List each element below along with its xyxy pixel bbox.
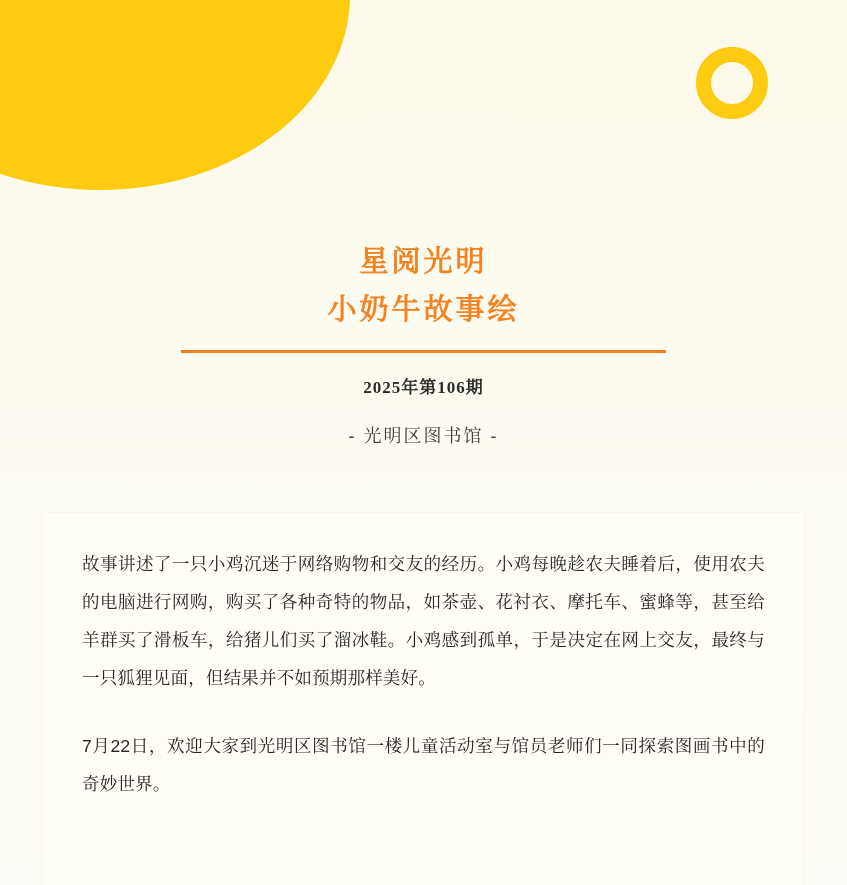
content-card-body (43, 513, 804, 803)
content-paragraph-2: 7月22日，欢迎大家到光明区图书馆一楼儿童活动室与馆员老师们一同探索图画书中的奇妙世界。 (82, 736, 765, 794)
content-paragraph-1: 故事讲述了一只小鸡沉迷于网络购物和交友的经历。小鸡每晚趁农夫睡着后，使用农夫的电脑进行网购，购买了各种奇特的物品，如茶壶、花衬衣、摩托车、蜜蜂等，甚至给羊群买了滑板车，给猪儿们买了溜冰鞋。小鸡感到孤单，于是决定在网上交友，最终与一只狐狸见面，但结果并不如预期那样美好。 (82, 554, 765, 688)
poster-header (0, 240, 847, 448)
title-divider (181, 350, 666, 353)
organization-label: - 光明区图书馆 - (348, 426, 499, 446)
issue-label: 2025年第106期 (363, 378, 484, 397)
decorative-ring-icon (696, 47, 768, 119)
page-title-line2: 小奶牛故事绘 (327, 294, 520, 326)
page-title-line1: 星阅光明 (359, 246, 488, 278)
decorative-quarter-circle (0, 0, 350, 190)
content-card (43, 513, 804, 885)
